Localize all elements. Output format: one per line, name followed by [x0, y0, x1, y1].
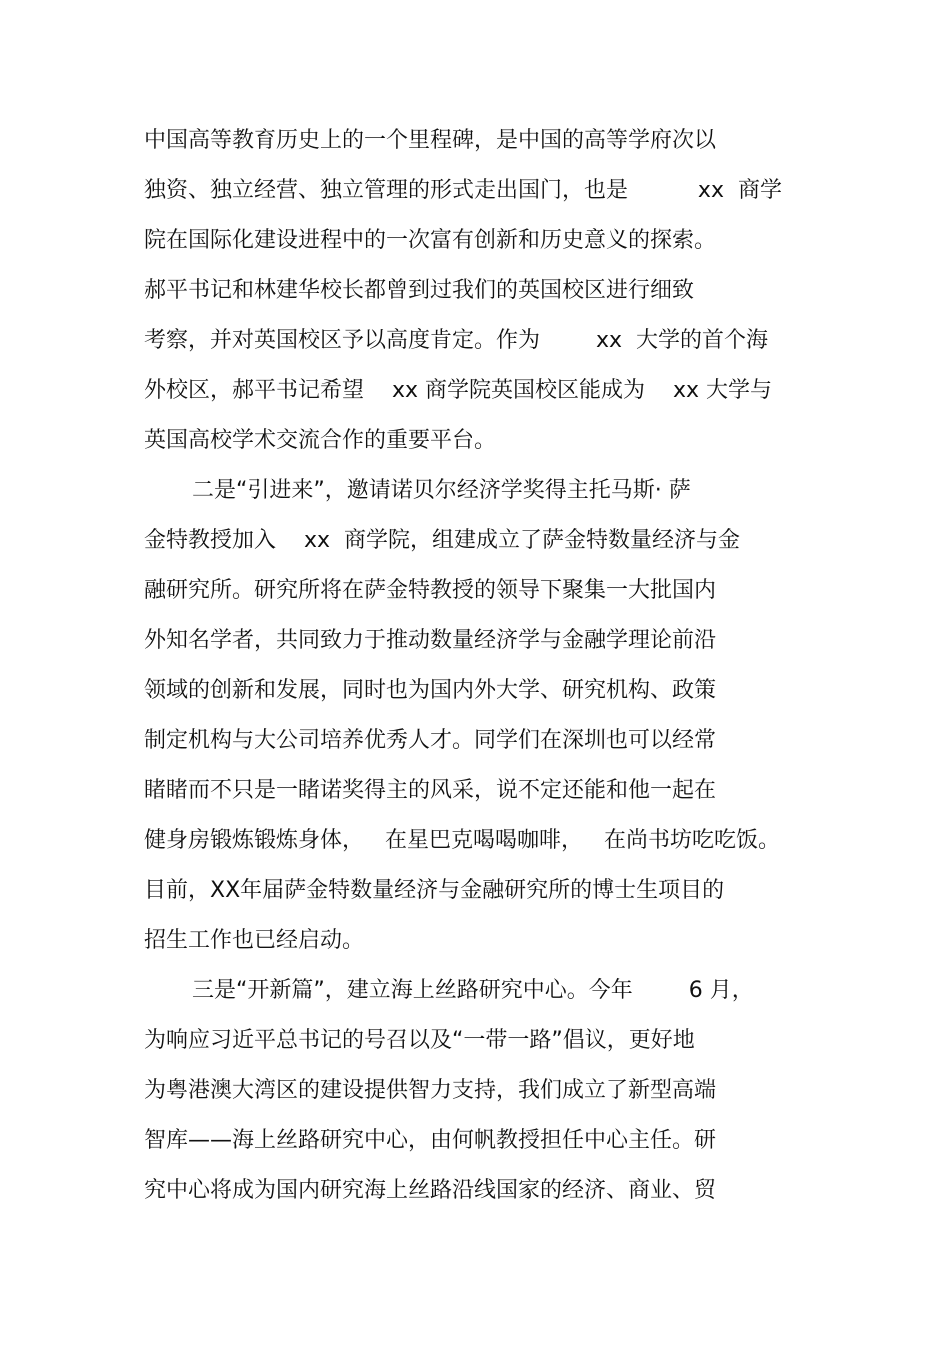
text-line-10: 融研究所。研究所将在萨金特教授的领导下聚集一大批国内: [144, 578, 717, 603]
paragraph-2-first-line: 二是“引进来”，邀请诺贝尔经济学奖得主托马斯· 萨: [192, 478, 691, 503]
text-line-22: 究中心将成为国内研究海上丝路沿线国家的经济、商业、贸: [144, 1178, 717, 1203]
text-line-19: 为响应习近平总书记的号召以及“一带一路”倡议，更好地: [144, 1028, 695, 1053]
text-line-11: 外知名学者，共同致力于推动数量经济学与金融学理论前沿: [144, 628, 717, 653]
text-line-16: 目前，XX年届萨金特数量经济与金融研究所的博士生项目的: [144, 878, 725, 903]
text-line-4: 郝平书记和林建华校长都曾到过我们的英国校区进行细致: [144, 278, 695, 303]
text-line-20: 为粤港澳大湾区的建设提供智力支持，我们成立了新型高端: [144, 1078, 717, 1103]
paragraph-3-first-line: 三是“开新篇”，建立海上丝路研究中心。今年 6 月，: [192, 978, 754, 1003]
text-line-6: 外校区，郝平书记希望 xx 商学院英国校区能成为 xx 大学与: [144, 378, 773, 403]
text-line-14: 睹睹而不只是一睹诺奖得主的风采，说不定还能和他一起在: [144, 778, 717, 803]
text-line-13: 制定机构与大公司培养优秀人才。同学们在深圳也可以经常: [144, 728, 717, 753]
text-line-21: 智库——海上丝路研究中心，由何帆教授担任中心主任。研: [144, 1128, 717, 1153]
text-line-17: 招生工作也已经启动。: [144, 928, 365, 953]
text-line-3: 院在国际化建设进程中的一次富有创新和历史意义的探索。: [144, 228, 717, 253]
text-line-7: 英国高校学术交流合作的重要平台。: [144, 428, 497, 453]
text-line-2: 独资、独立经营、独立管理的形式走出国门，也是 xx 商学: [144, 178, 782, 203]
text-line-9: 金特教授加入 xx 商学院，组建成立了萨金特数量经济与金: [144, 528, 740, 553]
text-line-15: 健身房锻炼锻炼身体， 在星巴克喝喝咖啡， 在尚书坊吃吃饭。: [144, 828, 780, 853]
text-line-5: 考察，并对英国校区予以高度肯定。作为 xx 大学的首个海: [144, 328, 768, 353]
text-line-12: 领域的创新和发展，同时也为国内外大学、研究机构、政策: [144, 678, 717, 703]
text-line-1: 中国高等教育历史上的一个里程碑，是中国的高等学府次以: [144, 128, 717, 153]
